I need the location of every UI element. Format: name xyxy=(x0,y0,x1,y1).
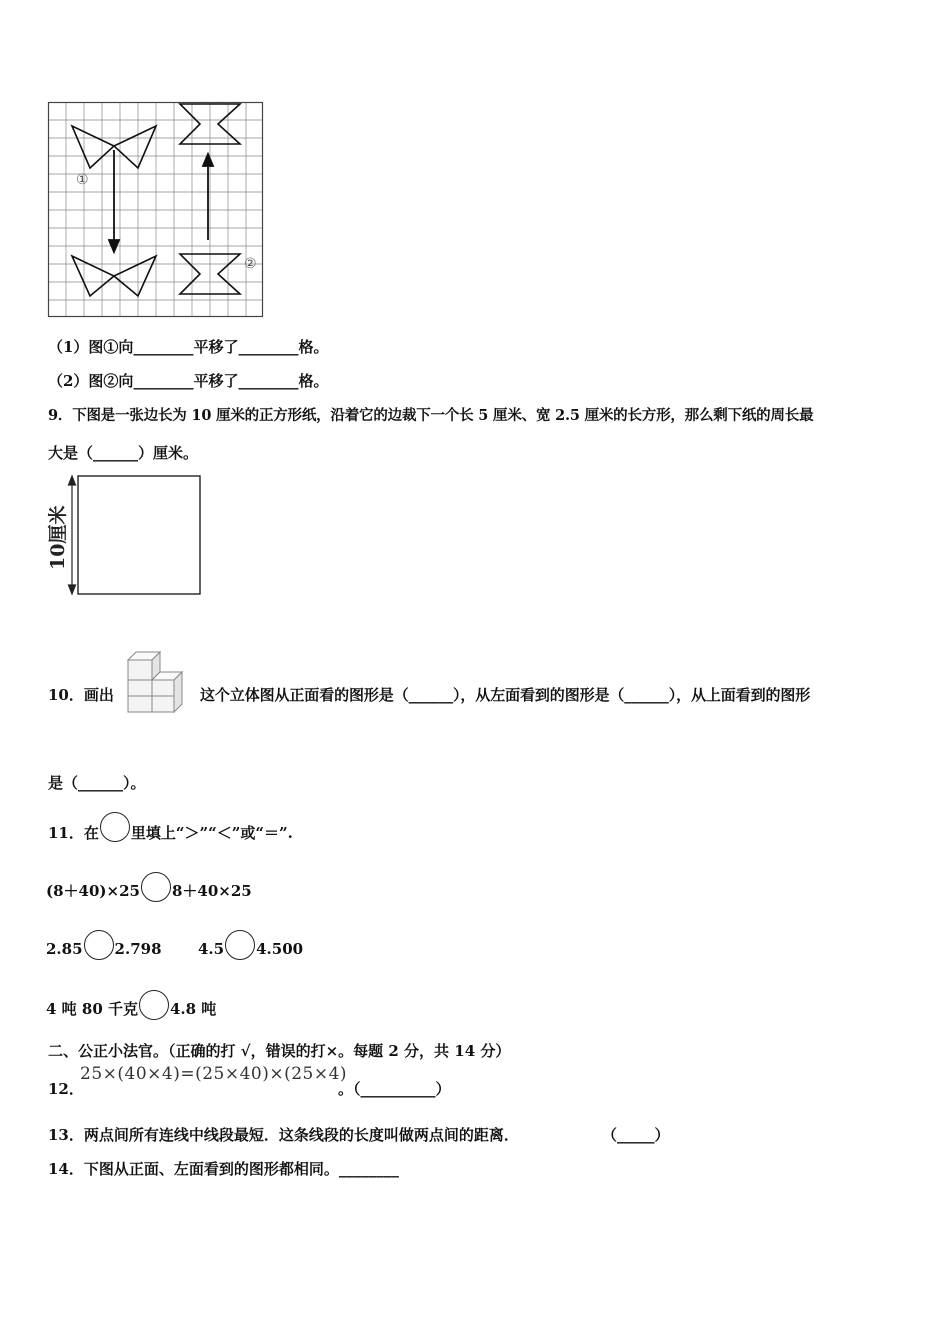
up-arrow-icon xyxy=(203,154,213,240)
comparison-circle[interactable] xyxy=(141,872,171,902)
q11-row2 xyxy=(46,930,303,960)
expression-right: 8＋40×25 xyxy=(171,882,252,900)
q8-sub1-suffix: 格。 xyxy=(298,338,329,356)
comparison-circle[interactable] xyxy=(225,930,255,960)
q12-formula: 25×(40×4)=(25×40)×(25×4) xyxy=(80,1064,348,1084)
cube-stack-figure xyxy=(124,648,186,716)
answer-blank[interactable]: ________ xyxy=(338,1160,399,1178)
answer-blank[interactable]: ________ xyxy=(238,372,299,390)
expression-right: 4.500 xyxy=(256,940,304,958)
q11-row3 xyxy=(46,990,216,1020)
answer-blank[interactable]: ________ xyxy=(133,372,194,390)
q14-text xyxy=(48,1158,399,1179)
q11-instruction xyxy=(48,812,293,843)
q8-sub1-prefix: （1）图①向 xyxy=(48,338,134,356)
q8-sub2-mid: 平移了 xyxy=(193,372,239,390)
dimension-arrow-icon xyxy=(69,476,76,594)
q12-number: 12． xyxy=(48,1080,84,1098)
butterfly-shape-1-moved xyxy=(72,256,156,296)
expression-right: 2.798 xyxy=(114,940,162,958)
q10-prefix: 10．画出 xyxy=(48,686,114,704)
square-paper-figure xyxy=(44,472,204,600)
comparison-circle-icon xyxy=(100,812,130,842)
q9-text-line2: 大是（______）厘米。 xyxy=(48,444,199,462)
expression-left: (8＋40)×25 xyxy=(46,882,140,900)
answer-blank[interactable]: ________ xyxy=(133,338,194,356)
section-heading: 二、公正小法官。（正确的打 √，错误的打×。每题 2 分，共 14 分） xyxy=(48,1042,511,1060)
q8-sub2-prefix: （2）图②向 xyxy=(48,372,134,390)
answer-blank[interactable]: ________ xyxy=(238,338,299,356)
q8-sub1 xyxy=(48,336,328,357)
q14-statement: 14．下图从正面、左面看到的图形都相同。 xyxy=(48,1160,339,1178)
side-length-label: 10厘米 xyxy=(47,505,69,570)
q8-sub2-suffix: 格。 xyxy=(298,372,329,390)
q12-answer[interactable]: 。（__________） xyxy=(338,1080,451,1098)
q8-sub1-mid: 平移了 xyxy=(193,338,239,356)
q8-sub2 xyxy=(48,370,328,391)
q10-text: 这个立体图从正面看的图形是（______），从左面看到的图形是（______），从上面看到的图形 xyxy=(200,686,811,704)
q11-prefix: 11．在 xyxy=(48,824,99,842)
q11-suffix: 里填上“＞”“＜”或“＝”. xyxy=(130,824,293,842)
q10-text-line2: 是（______）。 xyxy=(48,774,146,792)
expression-left: 4 吨 80 千克 xyxy=(46,1000,138,1018)
figure-label-1: ① xyxy=(76,172,89,188)
q13-answer[interactable]: （_____） xyxy=(602,1126,670,1144)
q9-text-line1: 9．下图是一张边长为 10 厘米的正方形纸，沿着它的边裁下一个长 5 厘米、宽 2.5 厘米的长方形，那么剩下纸的周长最 xyxy=(48,407,814,424)
translation-grid-figure xyxy=(48,102,264,318)
q13-text: 13．两点间所有连线中线段最短．这条线段的长度叫做两点间的距离． xyxy=(48,1126,519,1144)
comparison-circle[interactable] xyxy=(84,930,114,960)
expression-right: 4.8 吨 xyxy=(169,1000,217,1018)
expression-left: 4.5 xyxy=(198,940,225,958)
expression-left: 2.85 xyxy=(46,940,83,958)
figure-label-2: ② xyxy=(244,256,257,272)
down-arrow-icon xyxy=(109,150,119,252)
comparison-circle[interactable] xyxy=(139,990,169,1020)
q11-row1 xyxy=(46,872,252,902)
